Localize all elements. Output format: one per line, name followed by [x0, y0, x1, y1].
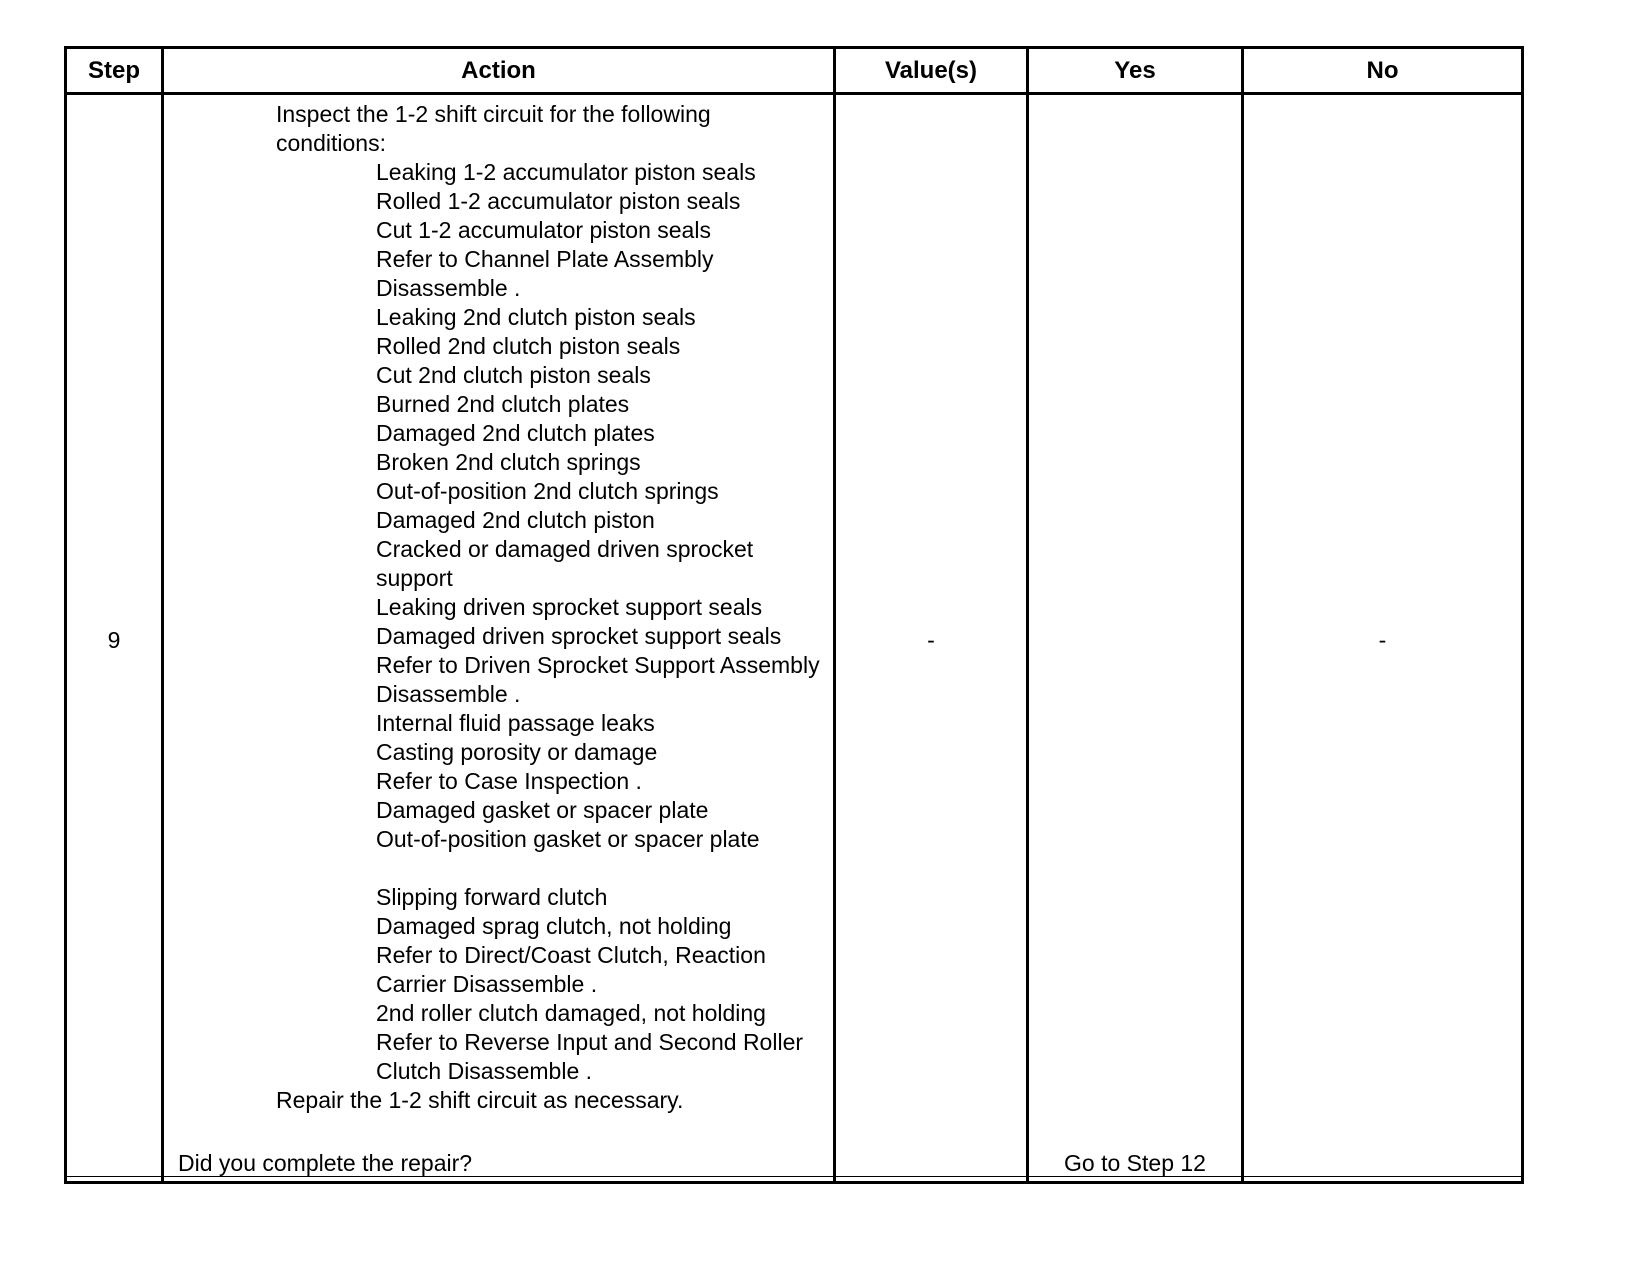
question-text: Did you complete the repair?: [178, 1150, 473, 1176]
condition-item: Leaking driven sprocket support seals: [376, 594, 763, 620]
header-divider: [67, 92, 1521, 95]
condition-item: Damaged 2nd clutch piston: [376, 507, 655, 533]
column-divider: [1241, 49, 1244, 1181]
condition-item: Damaged driven sprocket support seals: [376, 623, 782, 649]
conditions-list: [276, 158, 820, 1086]
condition-item: Damaged 2nd clutch plates: [376, 420, 655, 446]
condition-item: Damaged gasket or spacer plate: [376, 797, 709, 823]
condition-item: Disassemble .: [376, 275, 521, 301]
condition-item: Rolled 2nd clutch piston seals: [376, 333, 681, 359]
condition-item: Broken 2nd clutch springs: [376, 449, 641, 475]
column-divider: [161, 49, 164, 1181]
condition-item: Refer to Driven Sprocket Support Assembly: [376, 652, 820, 678]
condition-item: Out-of-position 2nd clutch springs: [376, 478, 719, 504]
values-cell: -: [927, 627, 935, 653]
header-yes: Yes: [1114, 57, 1156, 84]
procedure-table: [64, 46, 1524, 1184]
header-step: Step: [87, 57, 140, 84]
yes-cell: Go to Step 12: [1064, 1150, 1206, 1176]
condition-item: Slipping forward clutch: [376, 884, 608, 910]
condition-item: Disassemble .: [376, 681, 521, 707]
intro-line: conditions:: [276, 130, 386, 156]
condition-item: Cut 2nd clutch piston seals: [376, 362, 651, 388]
condition-item: Carrier Disassemble .: [376, 971, 598, 997]
header-values: Value(s): [884, 57, 978, 84]
condition-item: Clutch Disassemble .: [376, 1058, 593, 1084]
header-action: Action: [461, 57, 536, 84]
condition-item: Cut 1-2 accumulator piston seals: [376, 217, 711, 243]
no-cell: -: [1378, 627, 1387, 653]
condition-item: Internal fluid passage leaks: [376, 710, 655, 736]
action-text: [276, 100, 820, 1115]
condition-item: Cracked or damaged driven sprocket: [376, 536, 754, 562]
condition-item: Refer to Direct/Coast Clutch, Reaction: [376, 942, 766, 968]
condition-item: Leaking 2nd clutch piston seals: [376, 304, 696, 330]
repair-line: Repair the 1-2 shift circuit as necessary.: [276, 1087, 684, 1113]
condition-item: Burned 2nd clutch plates: [376, 391, 630, 417]
column-divider: [1026, 49, 1029, 1181]
condition-item: Out-of-position gasket or spacer plate: [376, 826, 760, 852]
condition-item: Refer to Reverse Input and Second Roller: [376, 1029, 804, 1055]
step-number: 9: [107, 627, 121, 653]
condition-item: Damaged sprag clutch, not holding: [376, 913, 732, 939]
condition-item: Casting porosity or damage: [376, 739, 658, 765]
header-no: No: [1366, 57, 1399, 84]
column-divider: [833, 49, 836, 1181]
condition-item: Leaking 1-2 accumulator piston seals: [376, 159, 756, 185]
condition-item: Refer to Channel Plate Assembly: [376, 246, 714, 272]
condition-item: 2nd roller clutch damaged, not holding: [376, 1000, 766, 1026]
condition-item: Rolled 1-2 accumulator piston seals: [376, 188, 741, 214]
condition-item: [276, 854, 820, 883]
condition-item: Refer to Case Inspection .: [376, 768, 642, 794]
condition-item: support: [376, 565, 453, 591]
intro-line: Inspect the 1-2 shift circuit for the following: [276, 101, 711, 127]
